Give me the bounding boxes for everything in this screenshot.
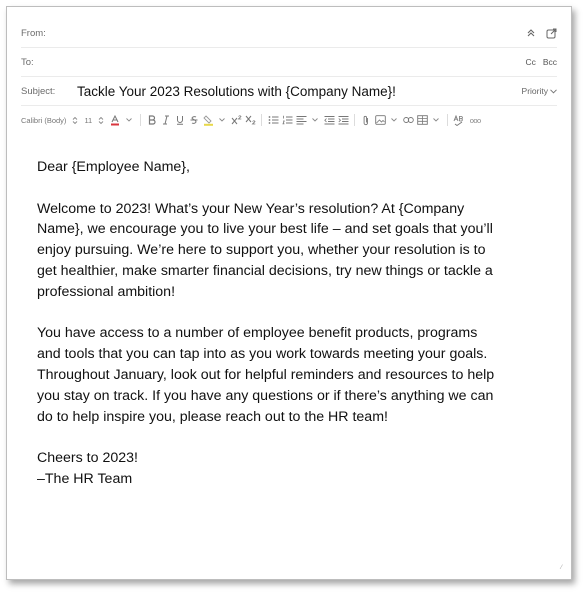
toolbar-divider	[261, 114, 262, 126]
subject-row	[21, 77, 557, 106]
body-line: Throughout January, look out for helpful reminders and resources to help	[37, 366, 495, 383]
chevron-down-icon[interactable]	[308, 112, 322, 128]
highlight-icon[interactable]	[201, 112, 215, 128]
subject-label: Subject:	[21, 85, 56, 97]
link-icon[interactable]	[401, 112, 415, 128]
bullet-list-icon[interactable]	[266, 112, 280, 128]
chevron-down-icon[interactable]	[215, 112, 229, 128]
updown-chevron-icon[interactable]	[68, 112, 82, 128]
body-line: Welcome to 2023! What’s your New Year’s resolution? At {Company	[37, 200, 465, 217]
chevron-down-icon[interactable]	[387, 112, 401, 128]
font-size-select[interactable]: 11	[84, 115, 93, 125]
paragraph-2	[37, 323, 557, 427]
greeting: Dear {Employee Name},	[37, 159, 190, 175]
from-actions	[525, 27, 557, 39]
body-line: enjoy pursuing. We’re here to support you, whether your resolution is to	[37, 242, 486, 259]
from-label: From:	[21, 27, 46, 39]
align-icon[interactable]	[294, 112, 308, 128]
italic-icon[interactable]	[159, 112, 173, 128]
strikethrough-icon[interactable]	[187, 112, 201, 128]
closing: Cheers to 2023!	[37, 450, 138, 467]
signature: –The HR Team	[37, 470, 133, 487]
to-label: To:	[21, 56, 34, 68]
paragraph-1	[37, 199, 557, 303]
updown-chevron-icon[interactable]	[94, 112, 108, 128]
body-line: You have access to a number of employee benefit products, programs	[37, 325, 478, 342]
subject-input[interactable]: Tackle Your 2023 Resolutions with {Company Name}!	[77, 83, 396, 99]
indent-decrease-icon[interactable]	[322, 112, 336, 128]
chevron-down-icon[interactable]	[122, 112, 136, 128]
double-chevron-up-icon[interactable]	[525, 27, 537, 39]
spellcheck-icon[interactable]	[452, 112, 466, 128]
toolbar-divider	[140, 114, 141, 126]
more-icon[interactable]: ooo	[469, 115, 481, 125]
popout-icon[interactable]	[545, 27, 557, 39]
message-body[interactable]	[37, 157, 557, 490]
cc-button[interactable]: Cc	[525, 57, 536, 67]
subject-actions	[522, 86, 557, 96]
priority-label: Priority	[521, 86, 548, 96]
body-line: you stay on track. If you have any questions or if there’s anything we can	[37, 387, 494, 404]
underline-icon[interactable]	[173, 112, 187, 128]
chevron-down-icon[interactable]	[429, 112, 443, 128]
attach-icon[interactable]	[359, 112, 373, 128]
table-icon[interactable]	[415, 112, 429, 128]
superscript-icon[interactable]	[229, 112, 243, 128]
body-line: professional ambition!	[37, 283, 176, 300]
font-family-select[interactable]: Calibri (Body)	[21, 115, 67, 125]
body-line: and tools that you can tap into as you work towards meeting your goals.	[37, 346, 488, 363]
resize-grip-icon[interactable]: ⁄	[560, 565, 562, 571]
image-icon[interactable]	[373, 112, 387, 128]
body-line: get healthier, make smarter financial decisions, try new things or tackle a	[37, 262, 493, 279]
body-line: Name}, we encourage you to live your best life – and set goals that you’ll	[37, 221, 493, 238]
formatting-toolbar	[21, 109, 557, 131]
bold-icon[interactable]	[145, 112, 159, 128]
subscript-icon[interactable]	[243, 112, 257, 128]
body-line: do to help inspire you, please reach out to the HR team!	[37, 408, 388, 425]
from-row	[21, 19, 557, 48]
to-row	[21, 48, 557, 77]
indent-increase-icon[interactable]	[336, 112, 350, 128]
priority-dropdown[interactable]	[522, 86, 557, 96]
bcc-button[interactable]: Bcc	[542, 57, 557, 67]
toolbar-divider	[354, 114, 355, 126]
email-compose-window	[6, 6, 572, 580]
font-color-icon[interactable]	[108, 112, 122, 128]
to-actions	[525, 57, 557, 67]
chevron-down-icon	[550, 89, 557, 94]
toolbar-divider	[447, 114, 448, 126]
numbered-list-icon[interactable]	[280, 112, 294, 128]
